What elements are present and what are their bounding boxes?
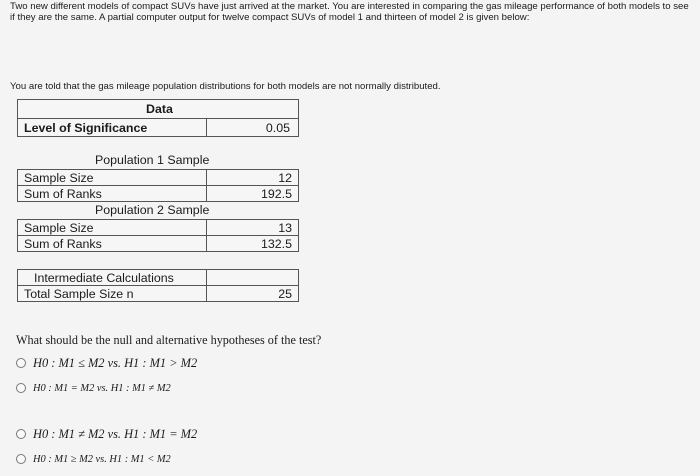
pop2-ranks-label: Sum of Ranks: [24, 237, 102, 251]
pop1-ranks-row: [17, 185, 299, 202]
level-row: [17, 118, 299, 137]
pop2-size-value: 13: [278, 221, 292, 235]
level-value: 0.05: [265, 121, 290, 135]
option-4[interactable]: [16, 450, 171, 468]
inter-title: Intermediate Calculations: [34, 271, 174, 285]
radio-option-3[interactable]: [16, 429, 26, 439]
radio-option-1[interactable]: [16, 358, 26, 368]
option-3-text: H0 : M1 ≠ M2 vs. H1 : M1 = M2: [33, 426, 198, 441]
option-2[interactable]: [16, 379, 171, 397]
pop1-title: Population 1 Sample: [95, 153, 210, 167]
pop2-ranks-value: 132.5: [260, 237, 292, 251]
pop1-size-label: Sample Size: [24, 171, 94, 185]
data-header: Data: [146, 102, 173, 116]
data-header-row: [17, 99, 299, 118]
pop2-title: Population 2 Sample: [95, 203, 210, 217]
pop1-size-row: [17, 169, 299, 186]
radio-option-2[interactable]: [16, 383, 26, 393]
total-row: [17, 285, 299, 302]
pop1-size-value: 12: [278, 171, 292, 185]
pop1-ranks-value: 192.5: [260, 187, 292, 201]
pop2-ranks-row: [17, 235, 299, 252]
total-label: Total Sample Size n: [24, 287, 134, 301]
option-2-text: H0 : M1 = M2 vs. H1 : M1 ≠ M2: [33, 382, 171, 394]
option-3[interactable]: [16, 425, 197, 443]
inter-title-row: [17, 269, 299, 286]
pop1-ranks-label: Sum of Ranks: [24, 187, 102, 201]
pop2-size-label: Sample Size: [24, 221, 94, 235]
radio-option-4[interactable]: [16, 454, 26, 464]
level-label: Level of Significance: [24, 121, 148, 135]
question-text: What should be the null and alternative hypotheses of the test?: [16, 333, 322, 347]
option-1-text: H0 : M1 ≤ M2 vs. H1 : M1 > M2: [33, 355, 198, 370]
pop2-size-row: [17, 219, 299, 236]
total-value: 25: [278, 287, 292, 301]
option-4-text: H0 : M1 ≥ M2 vs. H1 : M1 < M2: [33, 453, 171, 465]
option-1[interactable]: [16, 354, 197, 372]
distribution-note: You are told that the gas mileage population distributions for both models are not normally distributed.: [10, 81, 441, 92]
problem-intro: Two new different models of compact SUVs have just arrived at the market. You are interested in comparing the gas mileage performance of both models to see if they are the same. A partial computer output for twelve compact SUVs of model 1 and thirteen of model 2 is given below:: [10, 1, 689, 23]
